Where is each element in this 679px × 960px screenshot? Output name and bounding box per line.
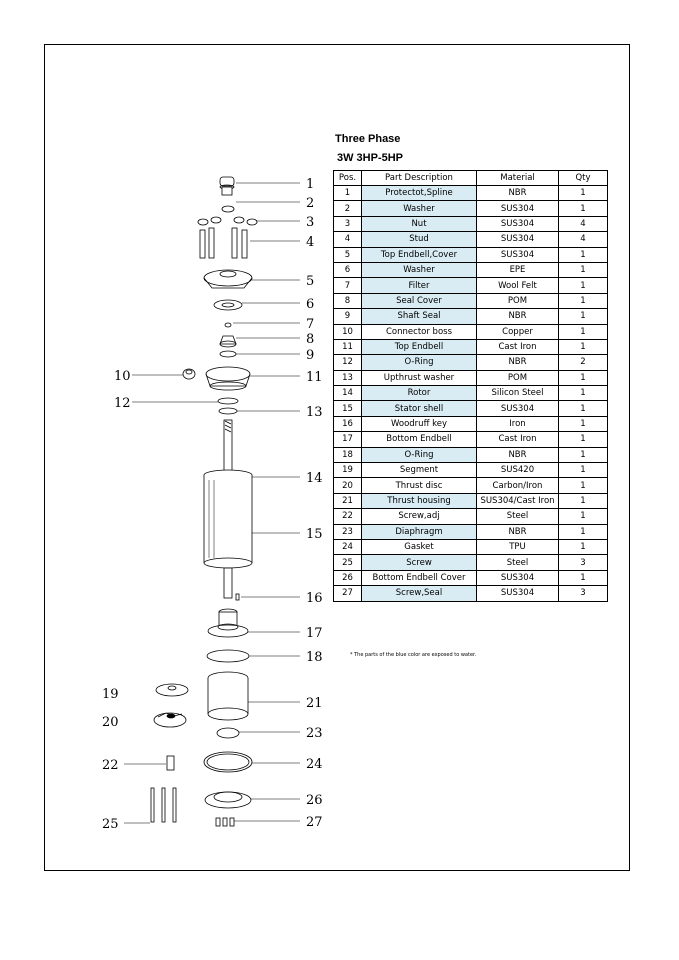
part-stator-shell (204, 470, 252, 598)
callout-17: 17 (306, 626, 323, 641)
part-woodruff-key (236, 594, 239, 600)
row-material: NBR (477, 186, 559, 201)
row-qty: 1 (559, 524, 608, 539)
callout-21: 21 (306, 696, 323, 711)
water-exposure-note: * The parts of the blue color are exposed to water. (350, 652, 477, 658)
row-description: Gasket (362, 539, 477, 554)
row-qty: 1 (559, 539, 608, 554)
part-o-ring-18 (207, 650, 249, 662)
row-description: Screw,Seal (362, 586, 477, 601)
callout-7: 7 (306, 317, 315, 332)
row-material: SUS304 (477, 401, 559, 416)
row-material: Steel (477, 555, 559, 570)
row-pos: 13 (334, 370, 362, 385)
callout-27: 27 (306, 815, 323, 830)
part-o-ring-12 (218, 398, 238, 404)
row-qty: 1 (559, 278, 608, 293)
part-bottom-endbell (208, 609, 248, 637)
part-nuts (198, 217, 257, 225)
callout-5: 5 (306, 274, 315, 289)
row-qty: 1 (559, 293, 608, 308)
part-protector-spline (220, 177, 234, 195)
row-qty: 1 (559, 324, 608, 339)
row-qty: 1 (559, 432, 608, 447)
row-qty: 1 (559, 401, 608, 416)
part-bottom-endbell-cover (205, 792, 251, 808)
row-material: Carbon/Iron (477, 478, 559, 493)
row-material: NBR (477, 524, 559, 539)
row-pos: 2 (334, 201, 362, 216)
row-qty: 4 (559, 216, 608, 231)
callout-6: 6 (306, 297, 315, 312)
row-description: O-Ring (362, 355, 477, 370)
part-thrust-disc (154, 713, 186, 727)
callout-14: 14 (306, 471, 323, 486)
row-material: Steel (477, 509, 559, 524)
row-material: Silicon Steel (477, 386, 559, 401)
row-pos: 7 (334, 278, 362, 293)
row-material: SUS304 (477, 586, 559, 601)
row-description: Bottom Endbell Cover (362, 570, 477, 585)
col-desc-header: Part Description (362, 171, 477, 186)
part-washer-2 (222, 206, 234, 212)
row-pos: 4 (334, 232, 362, 247)
row-pos: 10 (334, 324, 362, 339)
row-pos: 15 (334, 401, 362, 416)
page-title: Three Phase (335, 133, 401, 145)
callout-15: 15 (306, 527, 323, 542)
row-material: SUS304 (477, 201, 559, 216)
row-material: EPE (477, 262, 559, 277)
row-description: Upthrust washer (362, 370, 477, 385)
callout-23: 23 (306, 726, 323, 741)
part-upthrust-washer (219, 408, 237, 414)
row-description: Rotor (362, 386, 477, 401)
row-qty: 1 (559, 509, 608, 524)
row-pos: 19 (334, 463, 362, 478)
row-pos: 22 (334, 509, 362, 524)
row-pos: 16 (334, 416, 362, 431)
row-material: NBR (477, 355, 559, 370)
row-material: POM (477, 370, 559, 385)
callout-22: 22 (102, 758, 119, 773)
callout-18: 18 (306, 650, 323, 665)
row-material: Cast Iron (477, 432, 559, 447)
callout-8: 8 (306, 332, 315, 347)
row-description: Screw,adj (362, 509, 477, 524)
callout-4: 4 (306, 235, 315, 250)
row-description: O-Ring (362, 447, 477, 462)
row-pos: 5 (334, 247, 362, 262)
row-qty: 1 (559, 493, 608, 508)
row-pos: 11 (334, 339, 362, 354)
row-material: SUS304/Cast Iron (477, 493, 559, 508)
row-material: SUS420 (477, 463, 559, 478)
part-top-endbell (206, 367, 250, 390)
row-material: SUS304 (477, 247, 559, 262)
row-material: Cast Iron (477, 339, 559, 354)
row-material: SUS304 (477, 570, 559, 585)
part-connector-boss (183, 369, 195, 379)
part-thrust-housing (208, 672, 248, 720)
row-qty: 1 (559, 262, 608, 277)
callout-3: 3 (306, 215, 315, 230)
row-material: Wool Felt (477, 278, 559, 293)
callout-12: 12 (114, 396, 131, 411)
part-top-endbell-cover (204, 270, 252, 288)
row-material: SUS304 (477, 232, 559, 247)
row-qty: 3 (559, 586, 608, 601)
row-material: POM (477, 293, 559, 308)
row-pos: 6 (334, 262, 362, 277)
row-qty: 1 (559, 186, 608, 201)
callout-26: 26 (306, 793, 323, 808)
row-pos: 20 (334, 478, 362, 493)
row-description: Shaft Seal (362, 309, 477, 324)
part-screw-seals (216, 818, 234, 826)
callout-1: 1 (306, 177, 315, 192)
part-screws (151, 788, 176, 822)
part-diaphragm (217, 728, 239, 738)
row-qty: 1 (559, 416, 608, 431)
row-description: Top Endbell (362, 339, 477, 354)
row-material: Copper (477, 324, 559, 339)
callout-11: 11 (306, 370, 323, 385)
model-subtitle: 3W 3HP-5HP (337, 152, 404, 164)
row-qty: 1 (559, 570, 608, 585)
row-pos: 25 (334, 555, 362, 570)
row-material: NBR (477, 447, 559, 462)
row-qty: 1 (559, 370, 608, 385)
part-filter (225, 323, 231, 327)
row-description: Segment (362, 463, 477, 478)
row-description: Stator shell (362, 401, 477, 416)
part-rotor (224, 420, 232, 472)
row-qty: 1 (559, 386, 608, 401)
row-description: Connector boss (362, 324, 477, 339)
row-pos: 8 (334, 293, 362, 308)
row-qty: 1 (559, 309, 608, 324)
callout-2: 2 (306, 196, 315, 211)
row-description: Bottom Endbell (362, 432, 477, 447)
row-pos: 17 (334, 432, 362, 447)
callout-20: 20 (102, 715, 119, 730)
row-description: Filter (362, 278, 477, 293)
row-description: Thrust housing (362, 493, 477, 508)
part-studs (200, 228, 247, 258)
row-material: TPU (477, 539, 559, 554)
row-pos: 9 (334, 309, 362, 324)
row-qty: 1 (559, 201, 608, 216)
row-description: Diaphragm (362, 524, 477, 539)
row-pos: 27 (334, 586, 362, 601)
row-description: Washer (362, 201, 477, 216)
row-qty: 4 (559, 232, 608, 247)
row-pos: 23 (334, 524, 362, 539)
row-pos: 12 (334, 355, 362, 370)
part-screw-adj (167, 756, 174, 770)
row-pos: 3 (334, 216, 362, 231)
row-qty: 2 (559, 355, 608, 370)
row-description: Stud (362, 232, 477, 247)
row-qty: 1 (559, 447, 608, 462)
callout-25: 25 (102, 817, 119, 832)
row-pos: 1 (334, 186, 362, 201)
row-description: Thrust disc (362, 478, 477, 493)
callout-19: 19 (102, 687, 119, 702)
part-washer-6 (214, 300, 242, 310)
col-material-header: Material (477, 171, 559, 186)
row-material: NBR (477, 309, 559, 324)
part-seal-cover (220, 336, 236, 347)
row-description: Seal Cover (362, 293, 477, 308)
callout-9: 9 (306, 348, 315, 363)
row-qty: 1 (559, 478, 608, 493)
row-material: SUS304 (477, 216, 559, 231)
part-gasket (204, 752, 252, 772)
row-pos: 18 (334, 447, 362, 462)
row-pos: 14 (334, 386, 362, 401)
col-pos-header: Pos. (334, 171, 362, 186)
row-qty: 1 (559, 463, 608, 478)
row-description: Top Endbell,Cover (362, 247, 477, 262)
row-description: Protectot,Spline (362, 186, 477, 201)
part-segment (156, 684, 188, 696)
row-description: Screw (362, 555, 477, 570)
col-qty-header: Qty (559, 171, 608, 186)
row-pos: 24 (334, 539, 362, 554)
row-qty: 1 (559, 339, 608, 354)
row-material: Iron (477, 416, 559, 431)
row-description: Nut (362, 216, 477, 231)
row-qty: 1 (559, 247, 608, 262)
row-pos: 26 (334, 570, 362, 585)
row-description: Woodruff key (362, 416, 477, 431)
callout-13: 13 (306, 405, 323, 420)
callout-24: 24 (306, 757, 323, 772)
row-pos: 21 (334, 493, 362, 508)
callout-10: 10 (114, 369, 131, 384)
row-qty: 3 (559, 555, 608, 570)
callout-16: 16 (306, 591, 323, 606)
row-description: Washer (362, 262, 477, 277)
part-shaft-seal (220, 351, 236, 357)
